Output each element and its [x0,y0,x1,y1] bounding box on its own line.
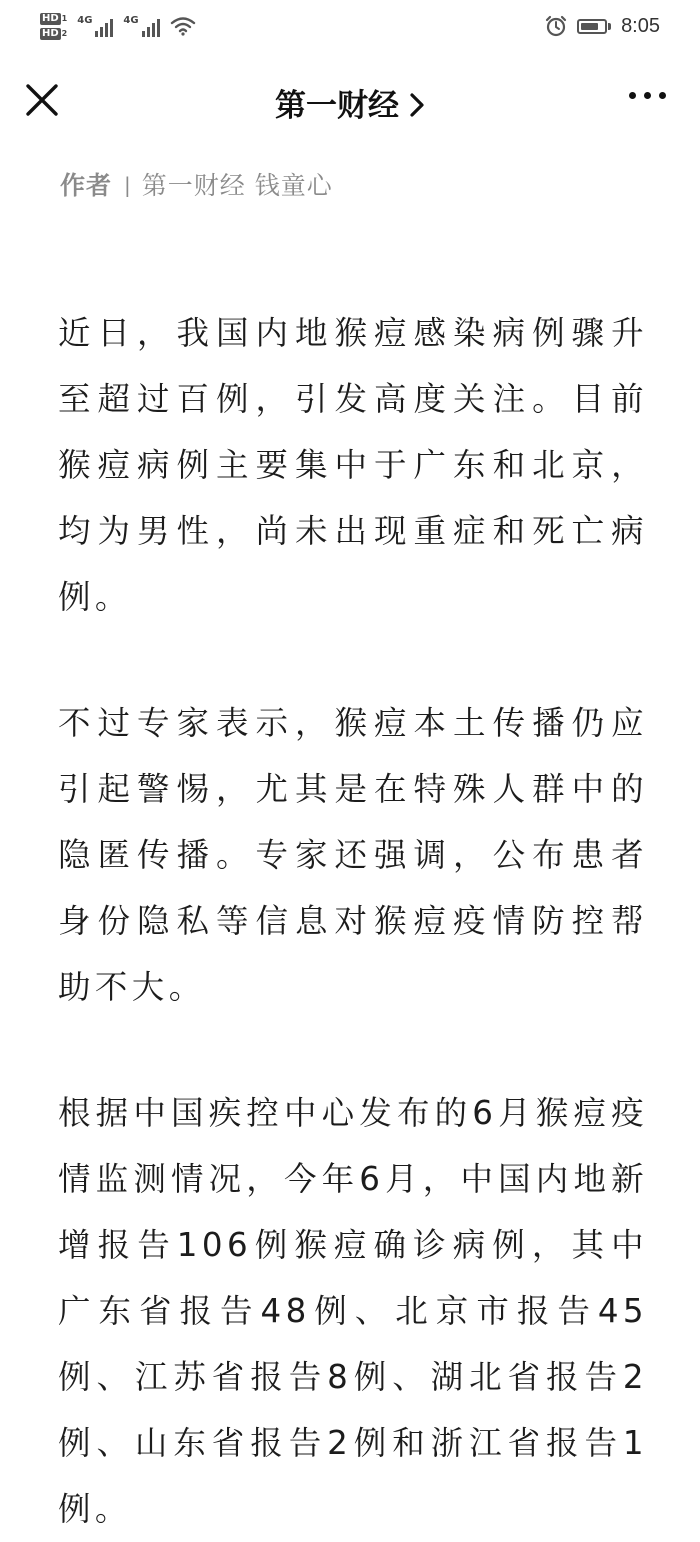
alarm-icon [545,15,567,37]
article-body [58,300,648,1542]
status-bar [0,0,700,52]
sim1-hd-badge [40,13,67,25]
more-button[interactable] [629,92,666,99]
network-type-1: 4G [77,15,93,26]
signal-bar [152,23,155,37]
signal-bar [105,23,108,37]
byline [60,166,333,202]
article-paragraph: 不过专家表示，猴痘本土传播仍应引起警惕，尤其是在特殊人群中的隐匿传播。专家还强调，公布患者身份隐私等信息对猴痘疫情防控帮助不大。 [58,704,648,1006]
sim1-hd-label: HD [42,12,59,24]
article-paragraph: 根据中国疾控中心发布的6月猴痘疫情监测情况，今年6月，中国内地新增报告106例猴痘确诊病例，其中广东省报告48例、北京市报告45例、江苏省报告8例、湖北省报告2例、山东省报告2例和浙江省报告1例。 [58,1094,648,1528]
nav-bar [0,52,700,152]
hd-indicators [40,13,67,40]
sim1-index: 1 [61,13,68,23]
more-icon [659,92,666,99]
page-title: 第一财经 [275,88,399,124]
network-type-2: 4G [123,15,139,26]
signal-bar [110,19,113,37]
more-icon [629,92,636,99]
signal-bar [95,31,98,37]
sim2-hd-label: HD [42,27,59,39]
account-title-link[interactable] [0,80,700,126]
sim2-index: 2 [61,28,68,38]
sim2-hd-badge [40,28,67,40]
signal-icon [123,15,159,37]
more-icon [644,92,651,99]
wifi-icon [170,16,196,36]
status-left [40,13,196,40]
battery-level [581,23,598,30]
article-paragraph: 近日，我国内地猴痘感染病例骤升至超过百例，引发高度关注。目前猴痘病例主要集中于广东和北京，均为男性，尚未出现重症和死亡病例。 [58,314,648,616]
signal-bar [100,27,103,37]
battery-body [577,19,607,34]
battery-icon [577,19,611,34]
status-right [545,15,660,38]
signal-bar [142,31,145,37]
signal-bar [157,19,160,37]
status-time: 8:05 [621,14,660,37]
chevron-right-icon [409,90,425,126]
signal-icon [77,15,113,37]
author-names: 第一财经 钱童心 [141,171,333,200]
byline-separator: | [124,173,132,197]
signal-bar [147,27,150,37]
author-label: 作者 [60,171,113,200]
battery-tip [608,23,611,30]
